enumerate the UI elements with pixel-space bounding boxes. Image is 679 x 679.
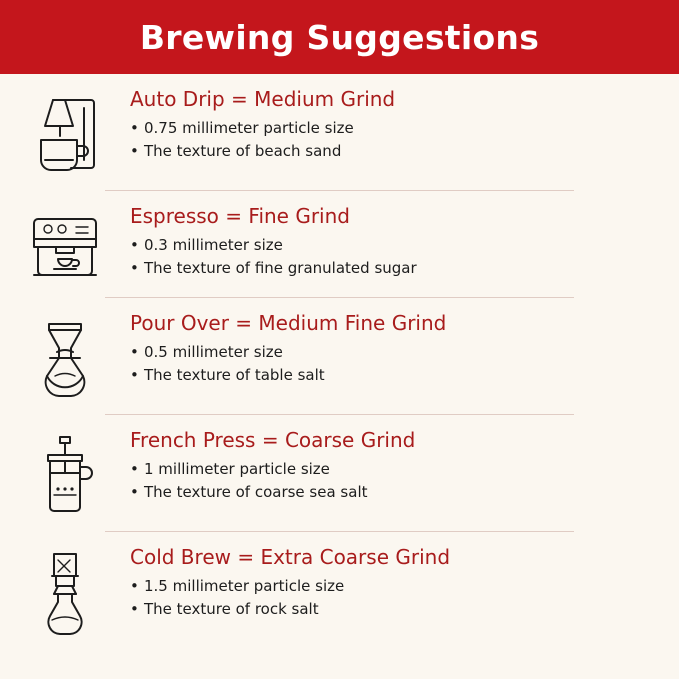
list-item-title: Pour Over = Medium Fine Grind	[130, 311, 447, 335]
french-press-icon	[0, 429, 130, 519]
bullet: • The texture of rock salt	[130, 598, 659, 621]
list-item-title: French Press = Coarse Grind	[130, 428, 416, 452]
list-item-french-press	[0, 415, 679, 531]
list-item-text	[130, 88, 679, 164]
auto-drip-coffee-maker-icon	[0, 88, 130, 178]
list-item-bullets	[130, 575, 659, 622]
pour-over-chemex-icon	[0, 312, 130, 402]
list-item-bullets	[130, 458, 659, 505]
list-item-text	[130, 312, 679, 388]
list-item-auto-drip	[0, 74, 679, 190]
list-item-pour-over	[0, 298, 679, 414]
list-item-espresso	[0, 191, 679, 297]
list-item-title: Cold Brew = Extra Coarse Grind	[130, 545, 451, 569]
bullet: • The texture of fine granulated sugar	[130, 257, 659, 280]
bullet: • 0.3 millimeter size	[130, 234, 659, 257]
cold-brew-dripper-icon	[0, 546, 130, 638]
list-item-title: Auto Drip = Medium Grind	[130, 87, 396, 111]
bullet: • The texture of coarse sea salt	[130, 481, 659, 504]
bullet: • 0.75 millimeter particle size	[130, 117, 659, 140]
list-item-text	[130, 205, 679, 281]
header-banner	[0, 0, 679, 74]
page-title: Brewing Suggestions	[139, 17, 540, 57]
bullet: • 1 millimeter particle size	[130, 458, 659, 481]
list-item-cold-brew	[0, 532, 679, 650]
bullet: • 1.5 millimeter particle size	[130, 575, 659, 598]
list-item-bullets	[130, 341, 659, 388]
bullet: • The texture of beach sand	[130, 140, 659, 163]
bullet: • The texture of table salt	[130, 364, 659, 387]
list-item-title: Espresso = Fine Grind	[130, 204, 350, 228]
espresso-machine-icon	[0, 205, 130, 285]
brewing-methods-list	[0, 74, 679, 650]
list-item-bullets	[130, 234, 659, 281]
list-item-text	[130, 429, 679, 505]
list-item-bullets	[130, 117, 659, 164]
bullet: • 0.5 millimeter size	[130, 341, 659, 364]
list-item-text	[130, 546, 679, 622]
